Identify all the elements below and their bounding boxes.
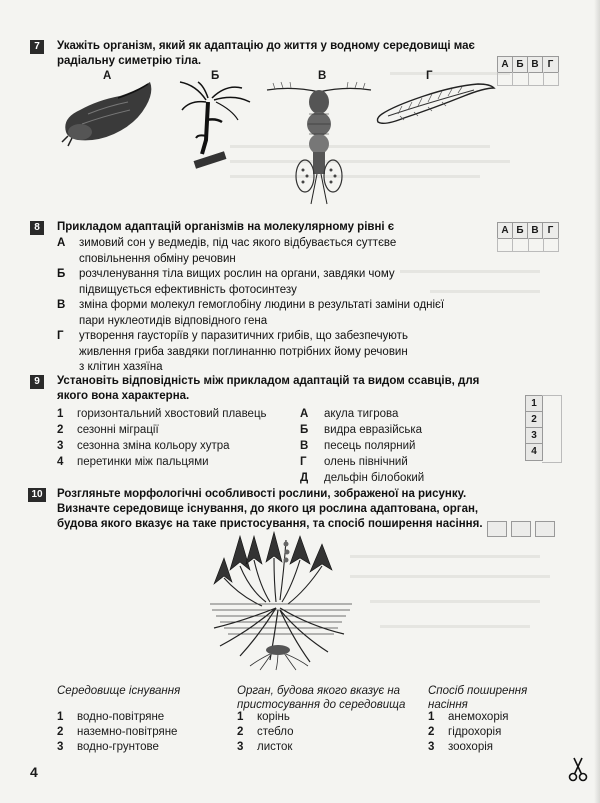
answer-cell-b[interactable]: Б (513, 223, 528, 238)
snail-illustration (58, 80, 158, 150)
page-edge-shadow (594, 0, 600, 803)
question-9-number: 9 (30, 375, 44, 389)
question-9-answer-column[interactable] (542, 395, 562, 463)
question-8-option-a[interactable] (57, 236, 497, 267)
option-text: розчленування тіла вищих рослин на органи, завдяки чому підвищується ефективність фотосинтезу (79, 268, 395, 296)
question-8-number: 8 (30, 221, 44, 235)
answer-cell-a[interactable]: А (498, 57, 513, 72)
q10-col2-heading-line2: пристосування до середовища (237, 699, 406, 711)
question-9-text-line2: якого вона характерна. (57, 390, 190, 402)
question-9-answer-grid[interactable] (525, 395, 543, 461)
image-label-v: В (318, 70, 327, 82)
answer-cell-g[interactable]: Г (543, 223, 558, 238)
answer-cell-3[interactable] (535, 521, 555, 537)
option-key: А (57, 237, 66, 249)
option-text: утворення гаусторіїв у паразитичних грибів, що забезпечують живлення гриба завдяки поглинанню потрібних йому речовин з клітин хазяїна (79, 330, 408, 373)
image-label-a: А (103, 70, 112, 82)
image-label-g: Г (426, 70, 433, 82)
option-text: зміна форми молекул гемоглобіну людини в результаті заміни однієї пари нуклеотидів відповідного гена (79, 299, 445, 327)
question-10-answer-grid[interactable] (487, 521, 555, 537)
answer-cell-4[interactable]: 4 (526, 444, 542, 460)
question-7-number: 7 (30, 40, 44, 54)
page-number: 4 (30, 764, 38, 780)
answer-cell-2[interactable]: 2 (526, 412, 542, 428)
question-10-text-line2: Визначте середовище існування, до якого ця рослина адаптована, орган, (57, 503, 479, 515)
answer-cell-a[interactable]: А (498, 223, 513, 238)
answer-cell-1[interactable] (487, 521, 507, 537)
question-10-text-line3: будова якого вказує на таке пристосування, та спосіб поширення насіння. (57, 518, 483, 530)
q10-col1-heading: Середовище існування (57, 685, 181, 697)
q10-col3-heading-line1: Спосіб поширення (428, 685, 528, 697)
question-10-number: 10 (28, 488, 46, 502)
question-7-answer-grid[interactable] (497, 56, 559, 73)
flatworm-illustration (374, 82, 498, 132)
option-text: зимовий сон у ведмедів, під час якого відбувається суттєве сповільнення обміну речовин (79, 237, 397, 265)
q10-col3-heading-line2: насіння (428, 699, 468, 711)
question-8-text: Прикладом адаптацій організмів на молекулярному рівні є (57, 221, 395, 233)
question-10-text-line1: Розгляньте морфологічні особливості рослини, зображеної на рисунку. (57, 488, 467, 500)
question-9-text-line1: Установіть відповідність між прикладом адаптацій та видом ссавців, для (57, 375, 480, 387)
option-key: В (57, 299, 66, 311)
answer-cell-1[interactable]: 1 (526, 396, 542, 412)
answer-cell-3[interactable]: 3 (526, 428, 542, 444)
crustacean-illustration (265, 80, 373, 208)
answer-cell-v[interactable]: В (528, 223, 543, 238)
answer-cell-g[interactable]: Г (543, 57, 558, 72)
image-label-b: Б (211, 70, 220, 82)
scissors-icon (567, 756, 589, 782)
question-8-option-v[interactable] (57, 298, 497, 329)
question-8-option-g[interactable] (57, 329, 497, 376)
option-key: Б (57, 268, 66, 280)
question-7-answer-row[interactable] (497, 72, 559, 86)
answer-cell-b[interactable]: Б (513, 57, 528, 72)
question-8-option-b[interactable] (57, 267, 497, 298)
question-7-text-line1: Укажіть організм, який як адаптацію до життя у водному середовищі має (57, 40, 475, 52)
option-key: Г (57, 330, 64, 342)
q10-col2-heading-line1: Орган, будова якого вказує на (237, 685, 401, 697)
hydra-illustration (176, 80, 256, 175)
water-plant-illustration (210, 530, 352, 672)
answer-cell-v[interactable]: В (528, 57, 543, 72)
answer-cell-2[interactable] (511, 521, 531, 537)
question-7-text-line2: радіальну симетрію тіла. (57, 55, 202, 67)
